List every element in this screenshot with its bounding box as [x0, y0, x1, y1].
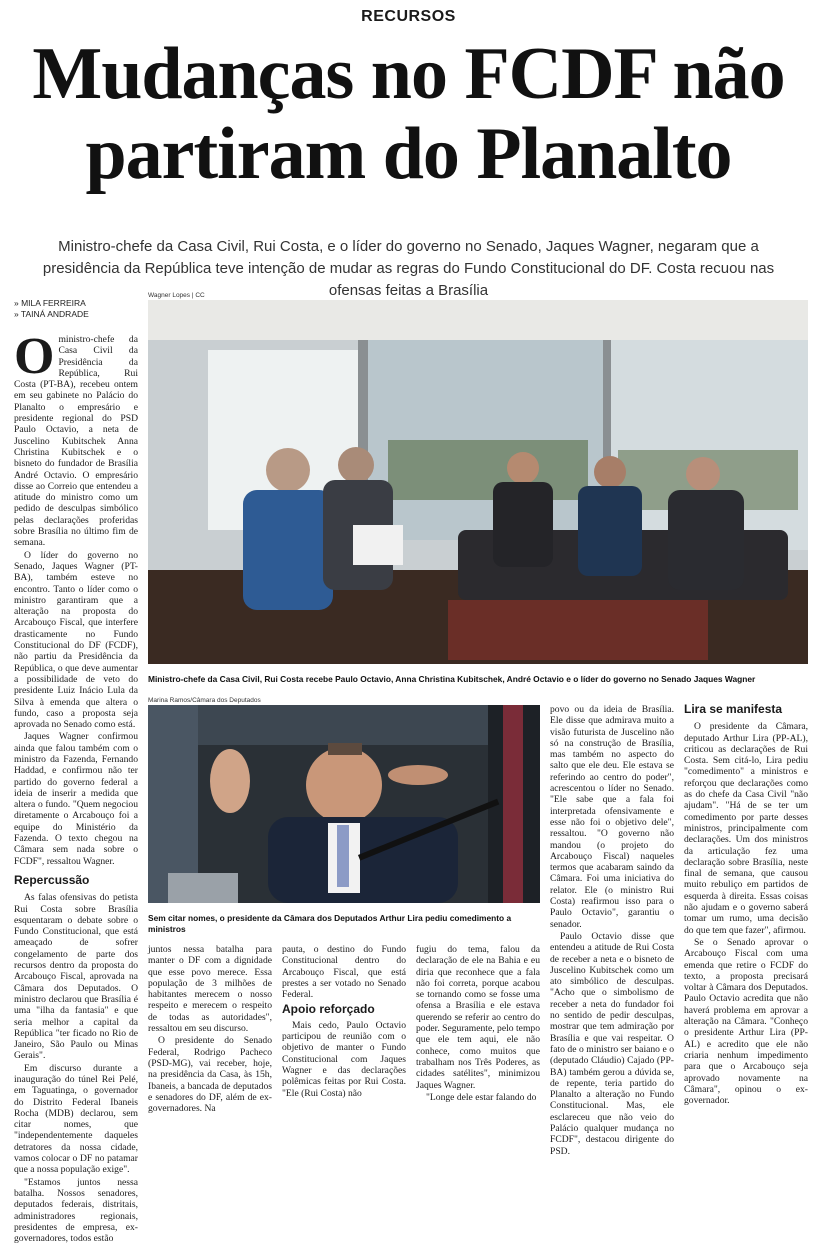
photo2-caption: Sem citar nomes, o presidente da Câmara dos Deputados Arthur Lira pediu comedimento a ministros [148, 913, 512, 934]
subtitle-apoio-reforcado: Apoio reforçado [282, 1002, 375, 1017]
col5-paragraph-2: Se o Senado aprovar o Arcabouço Fiscal com uma emenda que retire o FCDF do texto, a proposta precisará voltar à Câmara dos Deputados. Paulo Octavio acredita que não haverá problema em aprovar a alteração na Câmara. "Conheço o presidente Arthur Lira (PP-AL) e acredito que ele não criaria nenhum impedimento para que o Arcabouço seja aprovado novamente na Câmara", opinou o ex-governador. [684, 936, 808, 1107]
col1-paragraph-3: Jaques Wagner confirmou ainda que falou também com o ministro da Fazenda, Fernando Haddad, e confirmou não ter partido do governo federal a ideia de inserir a medida que altera o fundo. "Quem negociou diretamente o Arcabouço foi a equipe do Ministério da Fazenda. O texto chegou na Câmara sem nada sobre o FCDF", ressaltou Wagner. [14, 731, 138, 867]
headline-line-2: partiram do Planalto [85, 113, 732, 195]
col1-paragraph-2: O líder do governo no Senado, Jaques Wagner (PT-BA), também esteve no encontro. Tanto o líder como o ministro garantiram que a alteração na proposta do Arcabouço Fiscal, que interfere drasticamente no Fundo Constitucional do DF (FCDF), não partiu da Presidência da República, o que deve aumentar a possibilidade de veto do presidente Luiz Inácio Lula da Silva à emenda que altera o fundo, caso a proposta seja aprovada no Senado como está. [14, 549, 138, 731]
column-4 [550, 704, 674, 1158]
column-4-bottom [416, 944, 540, 1104]
dropcap: O [14, 328, 55, 385]
headline [10, 34, 807, 194]
col4-paragraph-1: povo ou da ideia de Brasília. Ele disse que admirava muito a visão futurista de Juscelino não só na construção de Brasília, mas também no aspecto do salto que ele deu. Ele estava se referindo ao centro do poder", acrescentou o líder no Senado. "Ele sabe que a fala foi interpretada ofensivamente e esse não foi o objetivo dele", ressaltou. "O governo não mandou (o projeto do Arcabouço Fiscal) naqueles termos que acabaram saindo da Câmara. Foi uma iniciativa do relator. Ele (o ministro Rui Costa) reafirmou isso para o Paulo Octavio", garantiu o senador. [550, 704, 674, 930]
col1-paragraph-5: Em discurso durante a inauguração do túnel Rei Pelé, em Taguatinga, o governador do Distrito Federal Ibaneis Rocha (MDB) declarou, sem citar nomes, que "independentemente daqueles detratores da nossa cidade, vamos colocar o DF no patamar que a nossa população exige". [14, 1062, 138, 1176]
col1-paragraph-1: Oministro-chefe da Casa Civil da Presidência da República, Rui Costa (PT-BA), recebeu ontem em seu gabinete no Palácio do Planalto o empresário e presidente regional do PSD Paulo Octavio, a neta de Juscelino Kubitschek Anna Christina Kubitschek e o bisneto do fundador de Brasília André Octavio. O empresário disse ao Correio que entendeu a atitude do ministro como um pedido de desculpas simbólico pelas declarações proferidas sobre Brasília no último fim de semana. [14, 328, 138, 549]
headline-line-1: Mudanças no FCDF não [32, 33, 785, 115]
photo2-credit: Marina Ramos/Câmara dos Deputados [148, 697, 261, 704]
col2-paragraph-2: O presidente do Senado Federal, Rodrigo Pacheco (PSD-MG), vai receber, hoje, na presidência da Casa, às 15h, Ibaneis, a bancada de deputados e senadores do DF, além de ex-governadores. Na [148, 1035, 272, 1115]
col3-paragraph-2: Mais cedo, Paulo Octavio participou de reunião com o objetivo de manter o Fundo Constitucional com Jaques Wagner e das declarações polêmicas feitas por Rui Costa. "Ele (Rui Costa) não [282, 1019, 406, 1099]
col4-paragraph-2: Paulo Octavio disse que entendeu a atitude de Rui Costa de receber a neta e o bisneto de Juscelino Kubitschek como um ato simbólico de desculpas. "Acho que o simbolismo de receber a neta do fundador foi no sentido de pedir desculpas, mostrar que tem admiração por Brasília e que vai respeitar. O fato de o ministro ser baiano e o (deputado Cláudio) Cajado (PP-BA) também gerou a dúvida se, de repente, teria partido do Planalto a alteração no Fundo Constitucional. Mas, ele esclareceu que não veio do Palácio qualquer mudança no FCDF", destacou dirigente do PSD. [550, 930, 674, 1157]
col5-paragraph-1: O presidente da Câmara, deputado Arthur Lira (PP-AL), criticou as declarações de Rui Costa. Sem citá-lo, Lira pediu "comedimento" a ministros e reforçou que declarações como as do chefe da Casa Civil "não ajudam". "Há de se ter um comedimento por parte desses ministros, principalmente com declarações. Um dos ministros da articulação fez uma declaração sobre Brasília, neste final de semana, que causou muito rebuliço em partidos de esquerda à direita. Essas coisas não ajudam e o governo saberá tomar um rumo, uma decisão do que tem que fazer", afirmou. [684, 721, 808, 936]
column-3 [282, 944, 406, 1100]
author-1: » MILA FERREIRA [14, 298, 86, 308]
authors [14, 298, 89, 320]
author-2: » TAINÁ ANDRADE [14, 309, 89, 319]
col1-paragraph-6: "Estamos juntos nessa batalha. Nossos senadores, deputados federais, distritais, administradores regionais, presidentes de empresa, ex-governadores, todos estão [14, 1176, 138, 1245]
col1-paragraph-4: As falas ofensivas do petista Rui Costa sobre Brasília esquentaram o debate sobre o Fundo Constitucional, que está ameaçado de sofrer congelamento de parte dos recursos dentro da proposta do Arcabouço Fiscal, aprovada na Câmara dos Deputados. O ministro declarou que Brasília é uma "ilha da fantasia" e que seria melhor a capital da República "ter ficado no Rio de Janeiro, São Paulo ou Minas Gerais". [14, 892, 138, 1062]
col3-paragraph-1: pauta, o destino do Fundo Constitucional dentro do Arcabouço Fiscal, que está prestes a ser votado no Senado Federal. [282, 944, 406, 1001]
photo1-caption: Ministro-chefe da Casa Civil, Rui Costa recebe Paulo Octavio, Anna Christina Kubitschek, André Octavio e o líder do governo no Senado Jaques Wagner [148, 674, 756, 684]
col4b-paragraph-1: fugiu do tema, falou da declaração de ele na Bahia e eu diria que reconhece que a fala não foi correta, porque acabou se tornando como se fosse uma ofensa a Brasília e ele estava querendo se referir ao centro do poder. Seguramente, pelo tempo que ele tem aqui, ele não conhece, como muitos que trabalham nos Três Poderes, as cidades satélites", minimizou Jaques Wagner. [416, 944, 540, 1091]
column-2 [148, 944, 272, 1115]
col4b-paragraph-2: "Longe dele estar falando do [426, 1091, 537, 1103]
photo2 [148, 705, 540, 903]
subtitle-lira-se-manifesta: Lira se manifesta [684, 702, 783, 716]
col2-paragraph-1: juntos nessa batalha para manter o DF com a dignidade que esse povo merece. Essa população de 3 milhões de habitantes merecem o nosso respeito e merecem o respeito de todas as autoridades", ressaltou em seu discurso. [148, 944, 272, 1035]
subtitle-repercussao: Repercussão [14, 872, 90, 887]
column-1 [14, 328, 138, 1245]
section-label: RECURSOS [361, 8, 456, 25]
column-5 [684, 700, 808, 1107]
subheadline: Ministro-chefe da Casa Civil, Rui Costa, e o líder do governo no Senado, Jaques Wagner, negaram que a presidência da República teve intenção de mudar as regras do Fundo Constitucional do DF. Costa recuou nas ofensas feitas a Brasília [42, 238, 775, 299]
photo1 [148, 300, 808, 664]
photo1-credit: Wagner Lopes | CC [148, 292, 205, 299]
